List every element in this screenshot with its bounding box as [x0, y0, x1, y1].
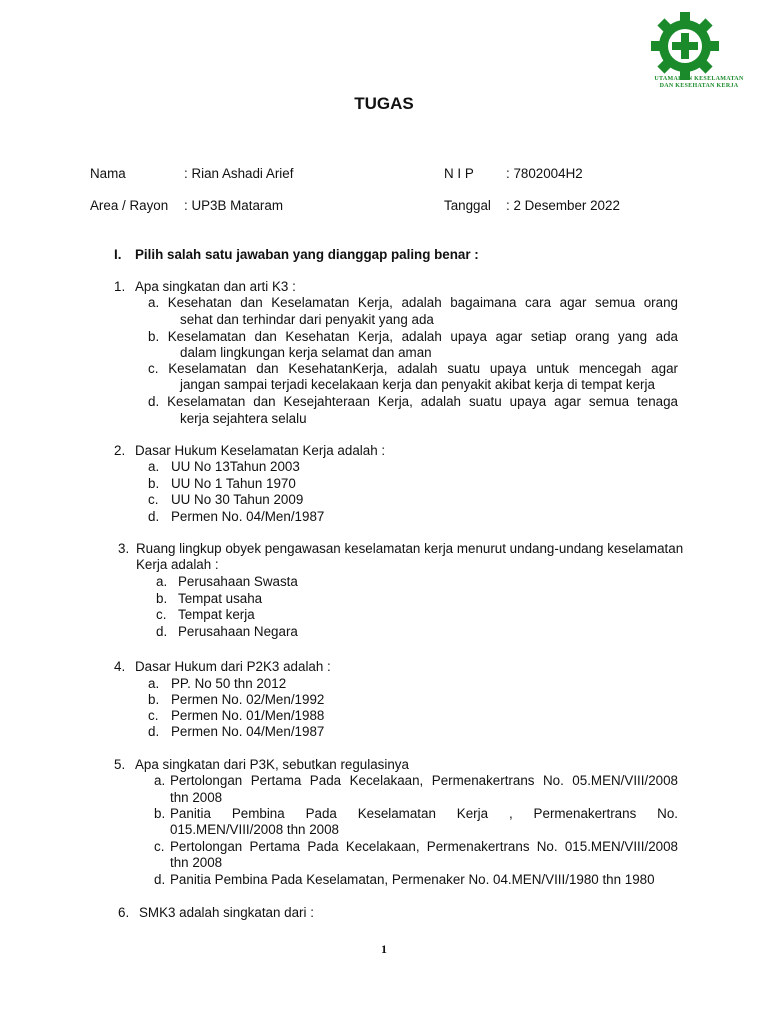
logo-line-1: UTAMAKAN KESELAMATAN — [654, 76, 744, 82]
q1-option-c-line1: c. Keselamatan dan KesehatanKerja, adalah suatu upaya untuk mencegah agar — [148, 361, 678, 376]
page-title: TUGAS — [354, 94, 414, 113]
q1-option-b-line2: dalam lingkungan kerja selamat dan aman — [180, 345, 432, 360]
q2-option-text: Permen No. 04/Men/1987 — [171, 509, 325, 524]
q1-option-a-line1: a. Kesehatan dan Keselamatan Kerja, adalah bagaimana cara agar semua orang — [148, 295, 678, 310]
q5-option-c-line1: Pertolongan Pertama Pada Kecelakaan, Permenakertrans No. 015.MEN/VIII/2008 — [170, 839, 678, 854]
nip-label: N I P — [444, 166, 474, 181]
q4-option-text: Permen No. 02/Men/1992 — [171, 692, 325, 707]
section-number: I. — [114, 247, 122, 262]
q4-number: 4. — [114, 659, 126, 674]
q2-option-letter: c. — [148, 492, 159, 507]
q4-option-text: Permen No. 01/Men/1988 — [171, 708, 325, 723]
q5-number: 5. — [114, 757, 126, 772]
q3-option-text: Tempat usaha — [178, 591, 263, 606]
q4-option-letter: b. — [148, 692, 160, 707]
q3-number: 3. — [118, 541, 130, 556]
q4-option-text: Permen No. 04/Men/1987 — [171, 724, 325, 739]
q5-option-letter: a. — [154, 773, 166, 788]
q5-option-letter: d. — [154, 872, 166, 887]
k3-gear-cross-icon — [644, 12, 726, 80]
nama-value: : Rian Ashadi Arief — [184, 166, 294, 181]
nama-label: Nama — [90, 166, 126, 181]
q5-text: Apa singkatan dari P3K, sebutkan regulasinya — [135, 757, 409, 772]
q5-option-b-line1: Panitia Pembina Pada Keselamatan Kerja , Permenakertrans No. — [170, 806, 678, 821]
tanggal-label: Tanggal — [444, 198, 491, 213]
q5-option-d-line1: Panitia Pembina Pada Keselamatan, Permenaker No. 04.MEN/VIII/1980 thn 1980 — [170, 872, 655, 887]
q2-option-letter: b. — [148, 476, 160, 491]
section-heading: Pilih salah satu jawaban yang dianggap paling benar : — [135, 247, 479, 262]
q5-option-a-line2: thn 2008 — [170, 790, 223, 805]
q2-option-letter: a. — [148, 459, 160, 474]
q3-option-letter: d. — [156, 624, 168, 639]
q3-option-letter: a. — [156, 574, 168, 589]
q1-number: 1. — [114, 279, 126, 294]
q1-text: Apa singkatan dan arti K3 : — [135, 279, 296, 294]
q2-number: 2. — [114, 443, 126, 458]
q4-option-text: PP. No 50 thn 2012 — [171, 676, 287, 691]
q4-option-letter: c. — [148, 708, 159, 723]
q1-option-c-line2: jangan sampai terjadi kecelakaan kerja dan penyakit akibat kerja di tempat kerja — [180, 377, 655, 392]
q5-option-a-line1: Pertolongan Pertama Pada Kecelakaan, Permenakertrans No. 05.MEN/VIII/2008 — [170, 773, 678, 788]
q4-option-letter: a. — [148, 676, 160, 691]
k3-logo — [640, 12, 760, 94]
q4-text: Dasar Hukum dari P2K3 adalah : — [135, 659, 331, 674]
q2-option-text: UU No 1 Tahun 1970 — [171, 476, 296, 491]
q2-option-text: UU No 13Tahun 2003 — [171, 459, 300, 474]
q5-option-b-line2: 015.MEN/VIII/2008 thn 2008 — [170, 822, 339, 837]
q4-option-letter: d. — [148, 724, 160, 739]
nip-value: : 7802004H2 — [506, 166, 583, 181]
q2-option-letter: d. — [148, 509, 160, 524]
area-label: Area / Rayon — [90, 198, 169, 213]
q5-option-c-line2: thn 2008 — [170, 855, 223, 870]
q5-option-letter: c. — [154, 839, 165, 854]
q3-option-text: Perusahaan Negara — [178, 624, 298, 639]
q3-text-line1: Ruang lingkup obyek pengawasan keselamatan kerja menurut undang-undang keselamatan — [136, 541, 684, 556]
q2-text: Dasar Hukum Keselamatan Kerja adalah : — [135, 443, 386, 458]
q2-option-text: UU No 30 Tahun 2009 — [171, 492, 304, 507]
q6-number: 6. — [118, 905, 130, 920]
q3-option-text: Tempat kerja — [178, 607, 255, 622]
q1-option-b-line1: b. Keselamatan dan Kesehatan Kerja, adalah upaya agar setiap orang yang ada — [148, 329, 678, 344]
logo-line-2: DAN KESEHATAN KERJA — [659, 83, 739, 89]
q3-option-letter: c. — [156, 607, 167, 622]
tanggal-value: : 2 Desember 2022 — [506, 198, 620, 213]
area-value: : UP3B Mataram — [184, 198, 283, 213]
q3-text-line2: Kerja adalah : — [136, 557, 219, 572]
q1-option-d-line2: kerja sejahtera selalu — [180, 411, 307, 426]
page-number: 1 — [381, 942, 387, 956]
q6-text: SMK3 adalah singkatan dari : — [139, 905, 314, 920]
q5-option-letter: b. — [154, 806, 166, 821]
q3-option-text: Perusahaan Swasta — [178, 574, 298, 589]
q1-option-d-line1: d. Keselamatan dan Kesejahteraan Kerja, adalah suatu upaya agar semua tenaga — [148, 394, 678, 409]
q1-option-a-line2: sehat dan terhindar dari penyakit yang ada — [180, 312, 434, 327]
q3-option-letter: b. — [156, 591, 168, 606]
